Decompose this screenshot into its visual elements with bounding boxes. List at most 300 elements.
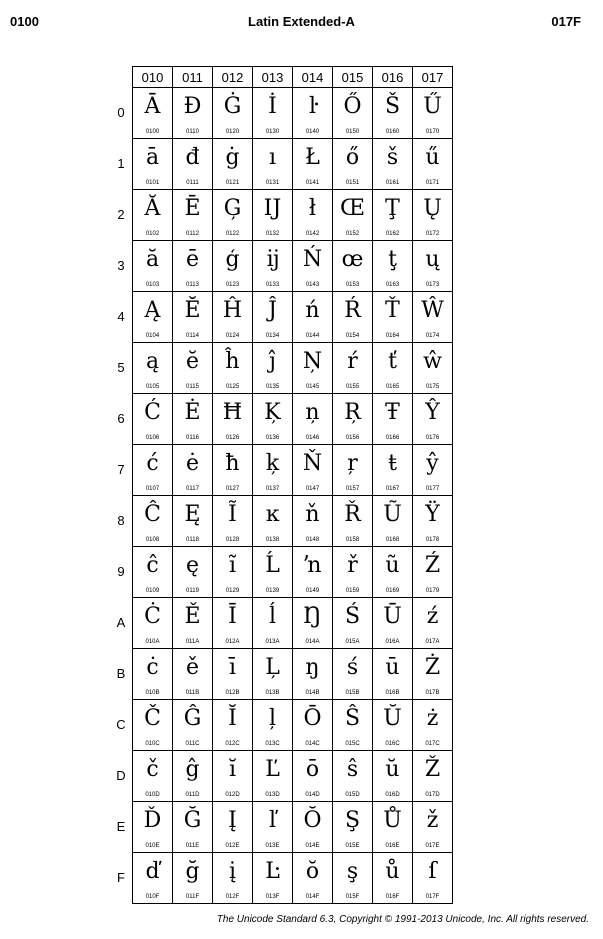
character-glyph: ł [308,196,317,221]
code-point-label: 016B [385,690,400,696]
code-point-label: 0107 [145,486,160,492]
code-point-label: 0169 [385,588,400,594]
code-point-label: 0127 [225,486,240,492]
row-label: 7 [117,462,125,477]
character-glyph: ď [145,859,160,884]
code-point-label: 011D [185,792,200,798]
chart-row [133,343,453,394]
character-glyph: Ŷ [425,400,440,425]
character-cell [213,292,253,343]
character-glyph: į [228,859,237,884]
code-point-label: 015F [345,894,360,900]
character-cell [173,139,213,190]
character-glyph: ě [185,655,200,680]
row-label: E [116,819,126,834]
character-cell [253,292,293,343]
character-glyph: Ŏ [303,808,322,833]
character-cell [173,241,213,292]
code-point-label: 013D [265,792,280,798]
character-cell [133,241,173,292]
character-glyph: ą [145,349,160,374]
character-cell [253,241,293,292]
code-point-label: 0103 [145,282,160,288]
character-glyph: ă [145,247,160,272]
code-point-label: 010D [145,792,160,798]
character-cell [373,598,413,649]
character-glyph: Ŗ [344,400,361,425]
code-point-label: 017D [425,792,440,798]
character-glyph: ū [385,655,400,680]
character-glyph: Ś [344,604,361,629]
character-glyph: Ű [423,94,442,119]
character-cell [213,649,253,700]
character-cell [213,445,253,496]
code-point-label: 0121 [225,180,240,186]
code-point-label: 014F [305,894,320,900]
character-cell [133,394,173,445]
character-cell [333,343,373,394]
character-cell [333,802,373,853]
row-label: 1 [117,156,125,171]
code-point-label: 0129 [225,588,240,594]
character-cell [293,394,333,445]
character-cell [373,139,413,190]
character-cell [213,190,253,241]
character-glyph: ĸ [265,502,280,527]
character-glyph: Ī [228,604,237,629]
code-point-label: 011B [185,690,200,696]
character-glyph: ĥ [225,349,240,374]
character-glyph: Ĝ [183,706,202,731]
character-glyph: ĉ [146,553,159,578]
character-cell [333,190,373,241]
code-point-label: 0125 [225,384,240,390]
code-point-label: 0113 [186,282,199,288]
code-point-label: 0163 [385,282,400,288]
character-glyph: Ć [144,400,161,425]
code-point-label: 0111 [186,180,199,186]
character-cell [293,241,333,292]
code-point-label: 0160 [385,129,400,135]
character-glyph: ŏ [305,859,320,884]
character-cell [213,802,253,853]
character-glyph: ź [426,604,439,629]
code-point-label: 010E [145,843,160,849]
column-header: 014 [293,67,333,88]
character-cell [413,139,453,190]
code-point-label: 015D [345,792,360,798]
character-cell [173,445,213,496]
character-glyph: Ł [305,145,320,170]
character-glyph: Ĩ [228,502,237,527]
character-glyph: ķ [265,451,280,476]
column-header: 013 [253,67,293,88]
character-cell [213,343,253,394]
character-cell [413,190,453,241]
character-glyph: ş [346,859,359,884]
character-cell [293,139,333,190]
code-point-label: 010A [145,639,160,645]
code-point-label: 0135 [265,384,280,390]
row-label: 2 [117,207,125,222]
code-point-label: 013B [265,690,280,696]
character-cell [333,598,373,649]
code-point-label: 015E [345,843,360,849]
chart-row [133,139,453,190]
character-cell [133,547,173,598]
character-glyph: Ģ [223,196,242,221]
code-point-label: 014C [305,741,320,747]
code-point-label: 014D [305,792,320,798]
character-cell [213,598,253,649]
character-glyph: Ť [385,298,400,323]
character-cell [293,343,333,394]
character-glyph: đ [185,145,200,170]
code-point-label: 013E [265,843,280,849]
code-point-label: 0175 [425,384,440,390]
character-cell [373,343,413,394]
chart-row [133,445,453,496]
chart-row [133,292,453,343]
code-point-label: 0131 [265,180,280,186]
code-point-label: 0124 [225,333,240,339]
character-cell [333,853,373,904]
chart-row [133,547,453,598]
character-glyph: Į [228,808,237,833]
code-point-label: 0177 [425,486,440,492]
character-cell [373,700,413,751]
code-point-label: 0137 [265,486,280,492]
code-point-label: 0115 [186,384,199,390]
character-glyph: Ą [144,298,161,323]
character-cell [253,394,293,445]
character-glyph: ť [388,349,397,374]
character-cell [413,88,453,139]
code-point-label: 0120 [225,129,240,135]
character-cell [253,88,293,139]
chart-row [133,649,453,700]
character-glyph: ŉ [302,553,323,578]
column-header: 015 [333,67,373,88]
character-cell [373,802,413,853]
character-cell [253,598,293,649]
code-point-label: 0158 [345,537,360,543]
range-end-label: 017F [551,14,581,29]
code-point-label: 0134 [265,333,280,339]
character-cell [373,547,413,598]
character-cell [293,649,333,700]
character-cell [253,853,293,904]
character-cell [133,139,173,190]
code-point-label: 013F [265,894,280,900]
character-cell [413,496,453,547]
code-point-label: 0105 [145,384,160,390]
character-cell [373,853,413,904]
character-glyph: ĝ [185,757,200,782]
character-glyph: ţ [388,247,397,272]
code-point-label: 010F [145,894,160,900]
character-glyph: ō [305,757,320,782]
character-cell [133,496,173,547]
code-point-label: 0179 [425,588,440,594]
chart-row [133,751,453,802]
character-cell [373,394,413,445]
character-glyph: ŗ [347,451,358,476]
character-cell [333,88,373,139]
character-cell [293,292,333,343]
character-glyph: Ů [383,808,402,833]
code-point-label: 0167 [385,486,400,492]
code-point-label: 0153 [345,282,360,288]
character-glyph: Œ [339,196,366,221]
character-glyph: ē [185,247,200,272]
row-label: 4 [117,309,125,324]
code-point-label: 0106 [145,435,160,441]
character-cell [413,700,453,751]
character-cell [133,853,173,904]
chart-row [133,241,453,292]
code-point-label: 0132 [265,231,280,237]
character-glyph: ĭ [228,757,237,782]
character-glyph: ř [347,553,358,578]
character-cell [133,649,173,700]
code-point-label: 0108 [145,537,160,543]
character-glyph: ć [146,451,159,476]
character-cell [253,190,293,241]
character-glyph: ŕ [347,349,358,374]
character-cell [213,547,253,598]
character-glyph: ŧ [388,451,397,476]
character-cell [133,190,173,241]
code-point-label: 0112 [186,231,199,237]
code-point-label: 0147 [305,486,320,492]
column-header: 011 [173,67,213,88]
character-cell [213,241,253,292]
character-glyph: Ŀ [265,859,280,884]
chart-row [133,496,453,547]
chart-row [133,394,453,445]
character-glyph: ũ [385,553,400,578]
character-glyph: ń [305,298,320,323]
character-cell [253,649,293,700]
chart-row [133,598,453,649]
character-glyph: ő [345,145,360,170]
row-label: A [116,615,126,630]
character-glyph: Ņ [302,349,323,374]
character-cell [413,853,453,904]
code-point-label: 010B [145,690,160,696]
character-glyph: ĺ [268,604,277,629]
code-point-label: 0126 [225,435,240,441]
code-point-label: 0176 [425,435,440,441]
character-cell [333,292,373,343]
character-glyph: Đ [183,94,202,119]
code-point-label: 0166 [385,435,400,441]
code-point-label: 0146 [305,435,320,441]
character-glyph: Ō [303,706,322,731]
character-cell [173,802,213,853]
character-cell [133,343,173,394]
character-glyph: Ţ [385,196,400,221]
code-point-label: 017C [425,741,440,747]
range-start-label: 0100 [10,14,39,29]
code-point-label: 0157 [345,486,360,492]
character-glyph: ň [305,502,320,527]
code-point-label: 0118 [186,537,199,543]
code-point-label: 017E [425,843,440,849]
character-glyph: Ķ [264,400,281,425]
code-point-label: 0140 [305,129,320,135]
code-point-label: 0102 [145,231,160,237]
character-cell [173,700,213,751]
character-cell [173,394,213,445]
code-point-label: 017B [425,690,440,696]
code-point-label: 012F [225,894,240,900]
code-point-label: 012C [225,741,240,747]
code-point-label: 0145 [305,384,320,390]
character-cell [333,496,373,547]
code-point-label: 0109 [145,588,160,594]
row-label: 3 [117,258,125,273]
character-cell [133,802,173,853]
character-glyph: œ [341,247,364,272]
character-glyph: ę [185,553,200,578]
character-glyph: Ĉ [144,502,161,527]
character-glyph: Ľ [265,757,280,782]
row-label: 0 [117,105,125,120]
row-label: B [116,666,126,681]
character-cell [293,598,333,649]
row-label: D [116,768,126,783]
character-cell [133,88,173,139]
column-header: 017 [413,67,453,88]
character-glyph: ī [228,655,237,680]
code-point-label: 0164 [385,333,400,339]
code-point-label: 0104 [145,333,160,339]
character-glyph: ė [185,451,200,476]
code-point-label: 0173 [425,282,440,288]
character-cell [213,139,253,190]
chart-row [133,700,453,751]
code-point-label: 0117 [186,486,199,492]
character-glyph: Ŧ [385,400,400,425]
character-cell [133,445,173,496]
character-cell [133,751,173,802]
character-glyph: ŋ [305,655,320,680]
code-point-label: 0122 [225,231,240,237]
character-glyph: ģ [225,247,240,272]
character-glyph: ů [385,859,400,884]
character-glyph: Ÿ [425,502,440,527]
code-point-label: 0155 [345,384,360,390]
character-glyph: Ē [184,196,201,221]
code-point-label: 014A [305,639,320,645]
character-glyph: ŀ [308,94,317,119]
character-cell [413,751,453,802]
character-cell [373,751,413,802]
character-glyph: ŷ [426,451,439,476]
character-glyph: ś [346,655,359,680]
code-point-label: 0141 [305,180,320,186]
character-glyph: Ž [424,757,441,782]
character-glyph: Ő [343,94,362,119]
code-point-label: 0150 [345,129,360,135]
character-cell [253,547,293,598]
character-glyph: Ĳ [263,196,282,221]
character-cell [413,445,453,496]
character-cell [333,649,373,700]
code-point-label: 0162 [385,231,400,237]
character-glyph: ĵ [269,349,276,374]
character-glyph: ı [268,145,277,170]
character-glyph: Ħ [222,400,243,425]
character-cell [413,598,453,649]
page-title: Latin Extended-A [248,14,355,29]
character-glyph: ġ [225,145,240,170]
character-glyph: ſ [428,859,437,884]
character-cell [173,190,213,241]
row-labels [112,87,130,903]
character-cell [173,649,213,700]
character-cell [133,700,173,751]
code-point-label: 011E [185,843,200,849]
character-cell [253,139,293,190]
character-glyph: ŭ [385,757,400,782]
character-cell [293,88,333,139]
code-point-label: 0152 [345,231,360,237]
row-label: 6 [117,411,125,426]
chart-row [133,802,453,853]
character-glyph: ā [145,145,160,170]
character-cell [253,343,293,394]
code-point-label: 017F [425,894,440,900]
character-cell [173,292,213,343]
character-cell [173,547,213,598]
character-cell [373,190,413,241]
character-cell [373,88,413,139]
character-glyph: ŝ [346,757,359,782]
code-point-label: 0154 [345,333,360,339]
code-point-label: 0114 [186,333,199,339]
code-point-label: 015C [345,741,360,747]
code-point-label: 017A [425,639,440,645]
character-glyph: Ā [144,94,161,119]
code-point-label: 011A [185,639,200,645]
character-cell [173,751,213,802]
character-glyph: Ş [344,808,361,833]
code-point-label: 0110 [186,129,199,135]
code-point-label: 0142 [305,231,320,237]
code-point-label: 015B [345,690,360,696]
code-point-label: 013C [265,741,280,747]
character-cell [133,292,173,343]
character-cell [213,496,253,547]
character-cell [413,343,453,394]
character-glyph: ğ [185,859,200,884]
code-chart-grid [132,66,453,904]
character-glyph: Č [144,706,161,731]
character-cell [413,802,453,853]
code-point-label: 016E [385,843,400,849]
character-cell [253,445,293,496]
character-glyph: Ĺ [265,553,280,578]
character-cell [213,853,253,904]
code-point-label: 0138 [265,537,280,543]
code-point-label: 0136 [265,435,280,441]
character-cell [373,445,413,496]
code-point-label: 0174 [425,333,440,339]
code-point-label: 0130 [265,129,280,135]
